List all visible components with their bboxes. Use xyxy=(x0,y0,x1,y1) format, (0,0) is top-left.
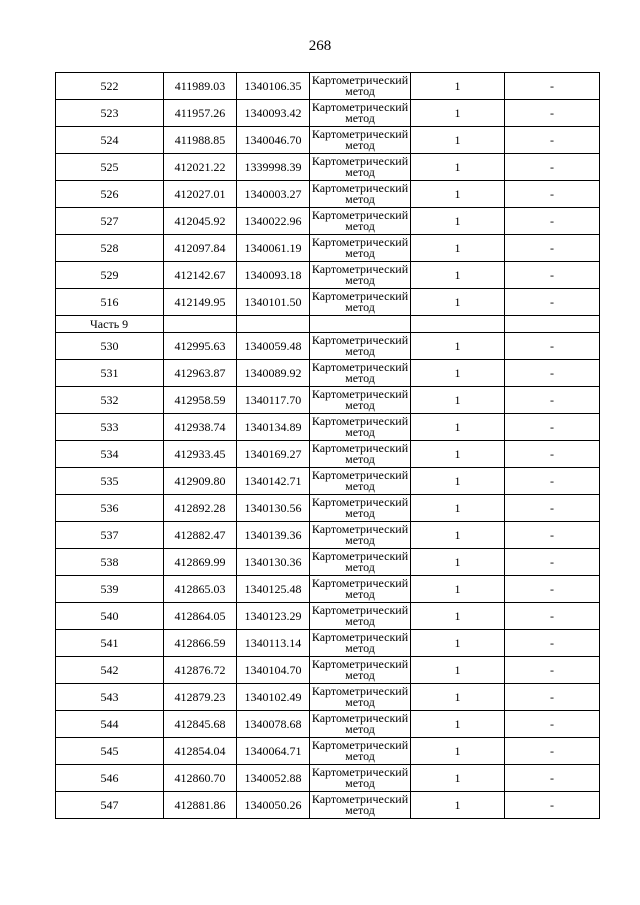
method-cell: Картометрический метод xyxy=(310,208,411,235)
method-cell: Картометрический метод xyxy=(310,441,411,468)
method-cell: Картометрический метод xyxy=(310,711,411,738)
table-row xyxy=(56,181,600,208)
method-cell: Картометрический метод xyxy=(310,495,411,522)
value-cell: 1 xyxy=(411,495,505,522)
table-row xyxy=(56,657,600,684)
method-cell: Картометрический метод xyxy=(310,235,411,262)
value-cell: 1 xyxy=(411,100,505,127)
section-row xyxy=(56,316,600,333)
value-cell: 1 xyxy=(411,360,505,387)
value-cell: 1 xyxy=(411,289,505,316)
method-cell: Картометрический метод xyxy=(310,657,411,684)
point-number: 538 xyxy=(56,549,164,576)
table-row xyxy=(56,387,600,414)
point-number: 526 xyxy=(56,181,164,208)
value-cell: 1 xyxy=(411,657,505,684)
table-row xyxy=(56,154,600,181)
x-coordinate: 412938.74 xyxy=(164,414,237,441)
empty-cell xyxy=(505,316,600,333)
note-cell: - xyxy=(505,765,600,792)
table-row xyxy=(56,738,600,765)
table-row xyxy=(56,603,600,630)
y-coordinate: 1340003.27 xyxy=(237,181,310,208)
value-cell: 1 xyxy=(411,154,505,181)
x-coordinate: 412142.67 xyxy=(164,262,237,289)
point-number: 523 xyxy=(56,100,164,127)
note-cell: - xyxy=(505,414,600,441)
x-coordinate: 412995.63 xyxy=(164,333,237,360)
x-coordinate: 412865.03 xyxy=(164,576,237,603)
note-cell: - xyxy=(505,289,600,316)
point-number: 522 xyxy=(56,73,164,100)
y-coordinate: 1340101.50 xyxy=(237,289,310,316)
value-cell: 1 xyxy=(411,630,505,657)
note-cell: - xyxy=(505,154,600,181)
method-cell: Картометрический метод xyxy=(310,73,411,100)
value-cell: 1 xyxy=(411,738,505,765)
point-number: 536 xyxy=(56,495,164,522)
x-coordinate: 412864.05 xyxy=(164,603,237,630)
note-cell: - xyxy=(505,208,600,235)
y-coordinate: 1340134.89 xyxy=(237,414,310,441)
table-row xyxy=(56,414,600,441)
point-number: 540 xyxy=(56,603,164,630)
x-coordinate: 412869.99 xyxy=(164,549,237,576)
table-row xyxy=(56,73,600,100)
method-cell: Картометрический метод xyxy=(310,414,411,441)
note-cell: - xyxy=(505,387,600,414)
note-cell: - xyxy=(505,522,600,549)
note-cell: - xyxy=(505,468,600,495)
y-coordinate: 1340052.88 xyxy=(237,765,310,792)
x-coordinate: 412876.72 xyxy=(164,657,237,684)
y-coordinate: 1339998.39 xyxy=(237,154,310,181)
note-cell: - xyxy=(505,738,600,765)
y-coordinate: 1340064.71 xyxy=(237,738,310,765)
method-cell: Картометрический метод xyxy=(310,738,411,765)
point-number: 534 xyxy=(56,441,164,468)
table-row xyxy=(56,289,600,316)
value-cell: 1 xyxy=(411,441,505,468)
note-cell: - xyxy=(505,657,600,684)
note-cell: - xyxy=(505,235,600,262)
method-cell: Картометрический метод xyxy=(310,603,411,630)
point-number: 525 xyxy=(56,154,164,181)
y-coordinate: 1340089.92 xyxy=(237,360,310,387)
y-coordinate: 1340142.71 xyxy=(237,468,310,495)
x-coordinate: 412909.80 xyxy=(164,468,237,495)
x-coordinate: 412866.59 xyxy=(164,630,237,657)
note-cell: - xyxy=(505,100,600,127)
note-cell: - xyxy=(505,630,600,657)
table-row xyxy=(56,684,600,711)
table-row xyxy=(56,549,600,576)
note-cell: - xyxy=(505,262,600,289)
x-coordinate: 412045.92 xyxy=(164,208,237,235)
x-coordinate: 412854.04 xyxy=(164,738,237,765)
y-coordinate: 1340078.68 xyxy=(237,711,310,738)
y-coordinate: 1340125.48 xyxy=(237,576,310,603)
note-cell: - xyxy=(505,127,600,154)
value-cell: 1 xyxy=(411,73,505,100)
y-coordinate: 1340139.36 xyxy=(237,522,310,549)
method-cell: Картометрический метод xyxy=(310,127,411,154)
y-coordinate: 1340123.29 xyxy=(237,603,310,630)
table-row xyxy=(56,235,600,262)
point-number: 516 xyxy=(56,289,164,316)
value-cell: 1 xyxy=(411,684,505,711)
method-cell: Картометрический метод xyxy=(310,333,411,360)
point-number: 524 xyxy=(56,127,164,154)
x-coordinate: 412882.47 xyxy=(164,522,237,549)
empty-cell xyxy=(237,316,310,333)
point-number: 529 xyxy=(56,262,164,289)
value-cell: 1 xyxy=(411,522,505,549)
x-coordinate: 412860.70 xyxy=(164,765,237,792)
y-coordinate: 1340061.19 xyxy=(237,235,310,262)
coordinates-table-body xyxy=(56,73,600,819)
point-number: 546 xyxy=(56,765,164,792)
x-coordinate: 412149.95 xyxy=(164,289,237,316)
note-cell: - xyxy=(505,549,600,576)
value-cell: 1 xyxy=(411,711,505,738)
note-cell: - xyxy=(505,576,600,603)
point-number: 547 xyxy=(56,792,164,819)
point-number: 539 xyxy=(56,576,164,603)
table-row xyxy=(56,495,600,522)
point-number: 541 xyxy=(56,630,164,657)
empty-cell xyxy=(310,316,411,333)
point-number: 527 xyxy=(56,208,164,235)
x-coordinate: 412963.87 xyxy=(164,360,237,387)
y-coordinate: 1340130.36 xyxy=(237,549,310,576)
y-coordinate: 1340106.35 xyxy=(237,73,310,100)
x-coordinate: 412845.68 xyxy=(164,711,237,738)
value-cell: 1 xyxy=(411,235,505,262)
value-cell: 1 xyxy=(411,576,505,603)
x-coordinate: 412021.22 xyxy=(164,154,237,181)
value-cell: 1 xyxy=(411,262,505,289)
x-coordinate: 412892.28 xyxy=(164,495,237,522)
x-coordinate: 412958.59 xyxy=(164,387,237,414)
value-cell: 1 xyxy=(411,127,505,154)
method-cell: Картометрический метод xyxy=(310,576,411,603)
table-row xyxy=(56,765,600,792)
note-cell: - xyxy=(505,603,600,630)
point-number: 531 xyxy=(56,360,164,387)
value-cell: 1 xyxy=(411,181,505,208)
note-cell: - xyxy=(505,181,600,208)
note-cell: - xyxy=(505,711,600,738)
x-coordinate: 411988.85 xyxy=(164,127,237,154)
note-cell: - xyxy=(505,684,600,711)
y-coordinate: 1340102.49 xyxy=(237,684,310,711)
point-number: 542 xyxy=(56,657,164,684)
method-cell: Картометрический метод xyxy=(310,549,411,576)
table-row xyxy=(56,522,600,549)
table-row xyxy=(56,100,600,127)
page-number: 268 xyxy=(308,38,332,54)
point-number: 537 xyxy=(56,522,164,549)
method-cell: Картометрический метод xyxy=(310,630,411,657)
method-cell: Картометрический метод xyxy=(310,765,411,792)
y-coordinate: 1340113.14 xyxy=(237,630,310,657)
y-coordinate: 1340104.70 xyxy=(237,657,310,684)
table-row xyxy=(56,630,600,657)
table-row xyxy=(56,360,600,387)
value-cell: 1 xyxy=(411,549,505,576)
method-cell: Картометрический метод xyxy=(310,468,411,495)
y-coordinate: 1340093.18 xyxy=(237,262,310,289)
table-row xyxy=(56,468,600,495)
table-row xyxy=(56,208,600,235)
note-cell: - xyxy=(505,333,600,360)
y-coordinate: 1340169.27 xyxy=(237,441,310,468)
coordinates-table xyxy=(55,72,600,819)
y-coordinate: 1340130.56 xyxy=(237,495,310,522)
method-cell: Картометрический метод xyxy=(310,684,411,711)
x-coordinate: 412879.23 xyxy=(164,684,237,711)
x-coordinate: 412097.84 xyxy=(164,235,237,262)
point-number: 543 xyxy=(56,684,164,711)
table-row xyxy=(56,711,600,738)
value-cell: 1 xyxy=(411,387,505,414)
point-number: 530 xyxy=(56,333,164,360)
method-cell: Картометрический метод xyxy=(310,792,411,819)
empty-cell xyxy=(411,316,505,333)
note-cell: - xyxy=(505,792,600,819)
note-cell: - xyxy=(505,360,600,387)
x-coordinate: 412027.01 xyxy=(164,181,237,208)
note-cell: - xyxy=(505,441,600,468)
y-coordinate: 1340050.26 xyxy=(237,792,310,819)
y-coordinate: 1340046.70 xyxy=(237,127,310,154)
section-label: Часть 9 xyxy=(56,316,164,333)
method-cell: Картометрический метод xyxy=(310,154,411,181)
point-number: 544 xyxy=(56,711,164,738)
point-number: 535 xyxy=(56,468,164,495)
y-coordinate: 1340093.42 xyxy=(237,100,310,127)
empty-cell xyxy=(164,316,237,333)
point-number: 532 xyxy=(56,387,164,414)
method-cell: Картометрический метод xyxy=(310,522,411,549)
y-coordinate: 1340117.70 xyxy=(237,387,310,414)
table-row xyxy=(56,576,600,603)
table-row xyxy=(56,333,600,360)
value-cell: 1 xyxy=(411,792,505,819)
method-cell: Картометрический метод xyxy=(310,289,411,316)
note-cell: - xyxy=(505,495,600,522)
point-number: 545 xyxy=(56,738,164,765)
point-number: 533 xyxy=(56,414,164,441)
y-coordinate: 1340022.96 xyxy=(237,208,310,235)
table-row xyxy=(56,792,600,819)
value-cell: 1 xyxy=(411,603,505,630)
value-cell: 1 xyxy=(411,333,505,360)
value-cell: 1 xyxy=(411,208,505,235)
point-number: 528 xyxy=(56,235,164,262)
note-cell: - xyxy=(505,73,600,100)
table-row xyxy=(56,262,600,289)
method-cell: Картометрический метод xyxy=(310,181,411,208)
y-coordinate: 1340059.48 xyxy=(237,333,310,360)
x-coordinate: 411989.03 xyxy=(164,73,237,100)
value-cell: 1 xyxy=(411,468,505,495)
x-coordinate: 412933.45 xyxy=(164,441,237,468)
table-row xyxy=(56,441,600,468)
value-cell: 1 xyxy=(411,765,505,792)
table-row xyxy=(56,127,600,154)
method-cell: Картометрический метод xyxy=(310,360,411,387)
value-cell: 1 xyxy=(411,414,505,441)
method-cell: Картометрический метод xyxy=(310,262,411,289)
x-coordinate: 412881.86 xyxy=(164,792,237,819)
x-coordinate: 411957.26 xyxy=(164,100,237,127)
method-cell: Картометрический метод xyxy=(310,100,411,127)
method-cell: Картометрический метод xyxy=(310,387,411,414)
